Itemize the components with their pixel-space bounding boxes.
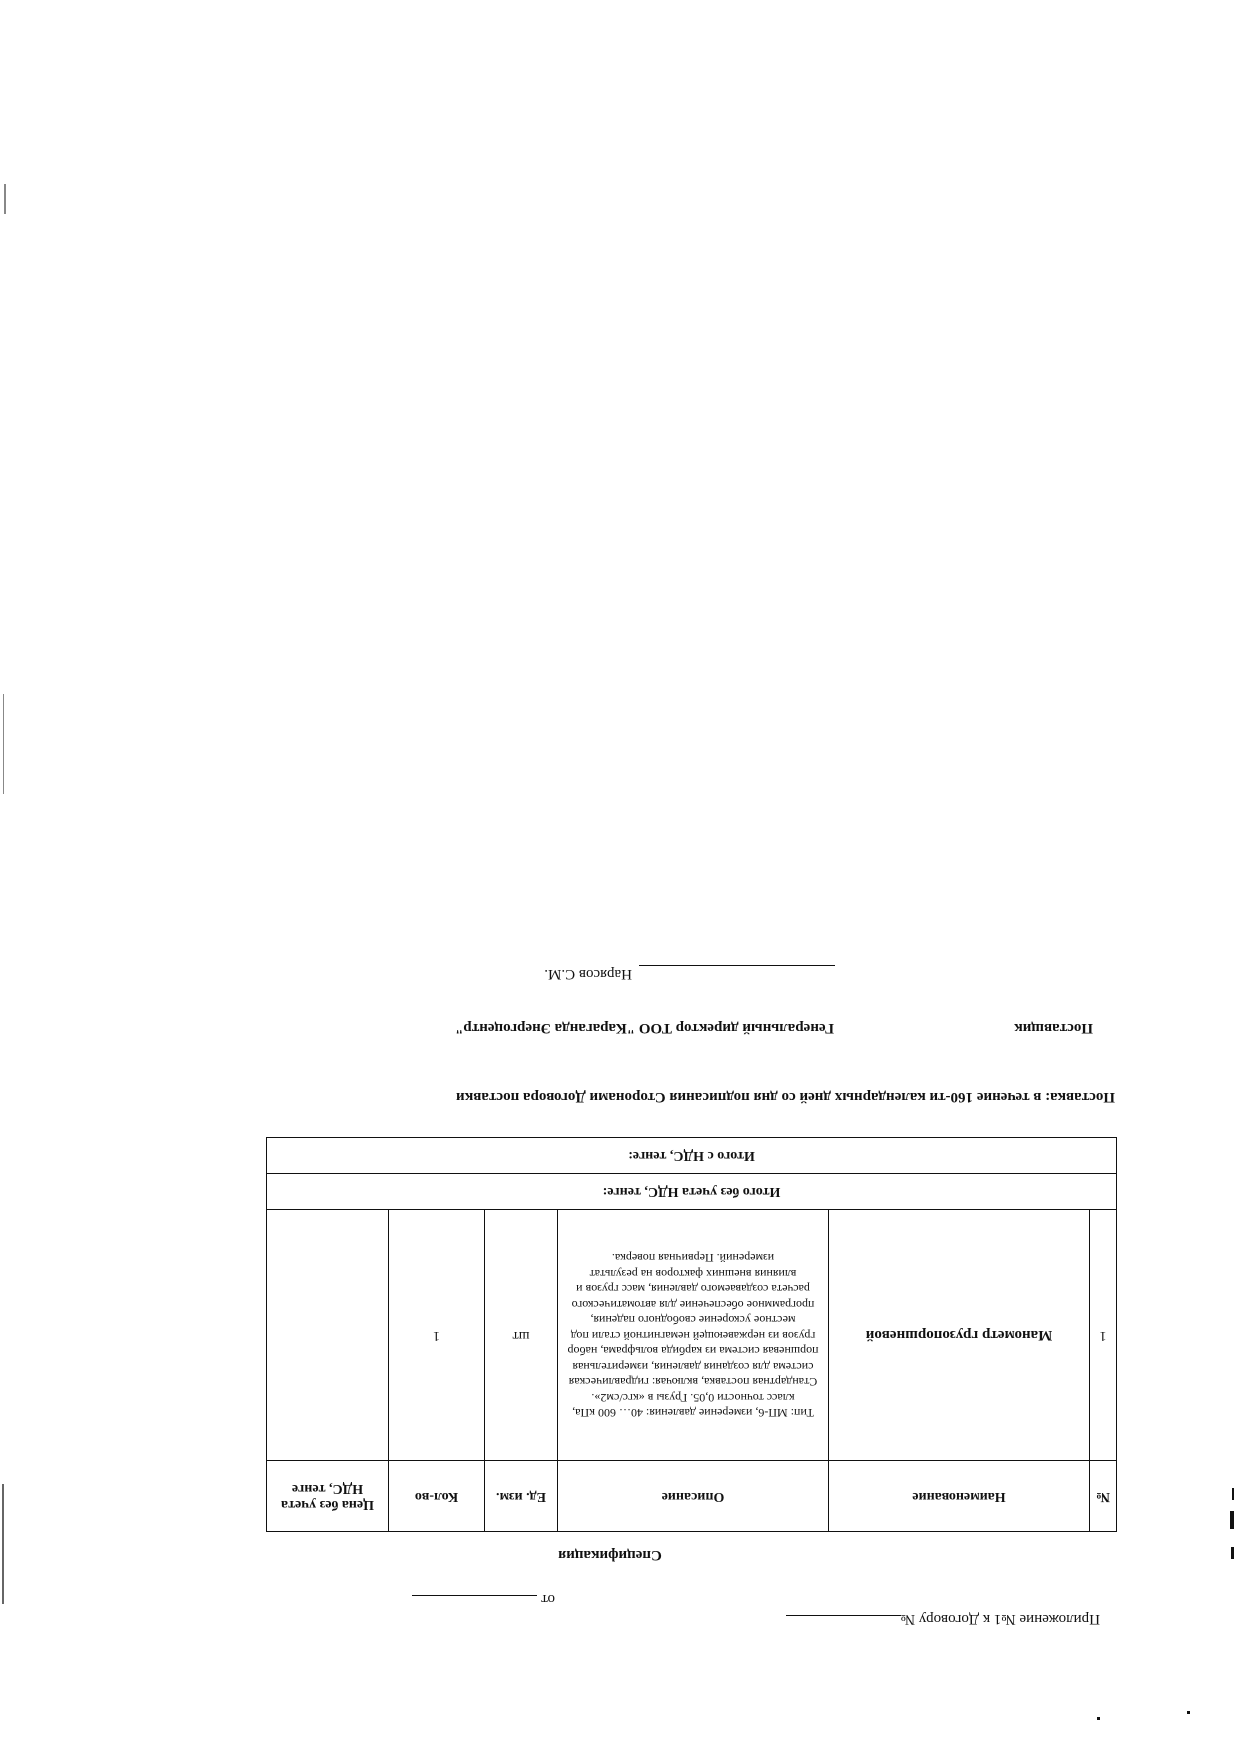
total-with-vat: Итого с НДС, тенге: (267, 1138, 1117, 1174)
header-num: № (1090, 1461, 1117, 1532)
annex-date-line (412, 1590, 555, 1608)
row-qty: 1 (389, 1210, 485, 1461)
total-with-vat-row (267, 1138, 1117, 1174)
table-row (267, 1210, 1117, 1461)
supplier-label: Поставщик (1014, 1020, 1093, 1036)
row-num: 1 (1090, 1210, 1117, 1461)
spec-title: Спецификация (558, 1547, 662, 1563)
row-description: Тип: МП-6, измерение давления: 40… 600 кПа, класс точности 0,05. Грузы в «кгс/см2». Стандартная поставка, включая: гидравлическая система для создания давления, измерительная поршневая система из карбида вольфрама, набор грузов из нержавеющей немагнитной стали под местное ускорение свободного падения, программное обеспечение для автоматического расчета создаваемого давления, масс грузов и влияния внешних факторов на результат измерений. Первичная поверка. (558, 1210, 829, 1461)
signature-line (639, 965, 835, 966)
date-blank (412, 1595, 537, 1608)
total-without-vat: Итого без учета НДС, тенге: (267, 1174, 1117, 1210)
row-unit: шт (485, 1210, 558, 1461)
spec-table (266, 1137, 1117, 1532)
header-description: Описание (558, 1461, 829, 1532)
annex-from-label: от (541, 1591, 555, 1607)
header-qty: Кол-во (389, 1461, 485, 1532)
header-name: Наименование (829, 1461, 1090, 1532)
header-price: Цена без учета НДС, тенге (267, 1461, 389, 1532)
annex-heading (786, 1610, 1100, 1628)
row-name: Манометр грузопоршневой (829, 1210, 1090, 1461)
row-price (267, 1210, 389, 1461)
annex-title: Приложение №1 к Договору № (900, 1611, 1100, 1627)
header-unit: Ед. изм. (485, 1461, 558, 1532)
total-without-vat-row (267, 1174, 1117, 1210)
director-title: Генеральный директор ТОО "Караганда Энергоцентр" (454, 1020, 834, 1036)
delivery-terms: Поставка: в течение 160-ти календарных дней со дня подписания Сторонами Договора поставки (456, 1089, 1115, 1105)
signer-name: Нарясов С.М. (544, 966, 632, 982)
table-header-row (267, 1461, 1117, 1532)
contract-number-blank (786, 1615, 901, 1628)
